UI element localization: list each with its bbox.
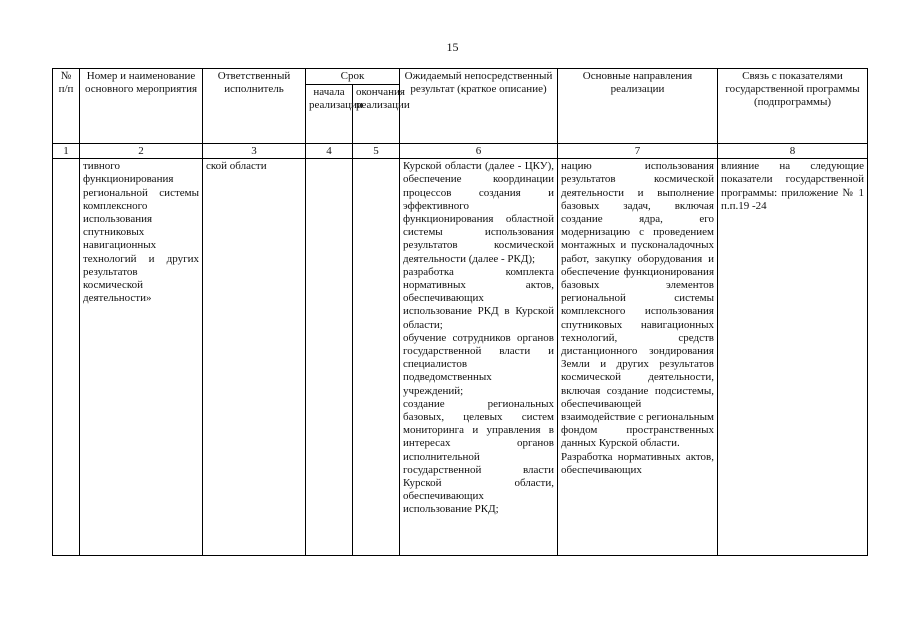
header-start: начала реализации	[306, 85, 353, 144]
page-number: 15	[446, 40, 459, 54]
cell-executor: ской области	[203, 159, 306, 556]
table-row	[53, 159, 868, 556]
cell-number	[53, 159, 80, 556]
column-number-row	[53, 144, 868, 159]
column-number: 1	[53, 144, 80, 159]
cell-result: Курской области (далее - ЦКУ), обеспечение координации процессов создания и эффективного функционирования областной системы использования результатов космической деятельности (далее - РКД); разработка комплекта нормативных актов, обеспечивающих использование РКД в Курской области; обучение сотрудников органов государственной власти и специалистов подведомственных учреждений; создание региональных базовых, целевых систем мониторинга и управления в интересах органов исполнительной государственной власти Курской области, обеспечивающих использование РКД;	[400, 159, 558, 556]
header-term: Срок	[306, 69, 400, 85]
header-end: окончания реализации	[353, 85, 400, 144]
cell-activity: тивного функционирования региональной системы комплексного использования спутниковых навигационных технологий и других результатов космической деятельности»	[80, 159, 203, 556]
cell-end	[353, 159, 400, 556]
column-number: 7	[558, 144, 718, 159]
cell-indicators: влияние на следующие показатели государственной программы: приложение № 1 п.п.19 -24	[718, 159, 868, 556]
header-result: Ожидаемый непосредственный результат (краткое описание)	[400, 69, 558, 144]
header-row-top	[53, 69, 868, 85]
header-indicators: Связь с показателями государственной программы (подпрограммы)	[718, 69, 868, 144]
header-activity: Номер и наименование основного мероприятия	[80, 69, 203, 144]
header-executor: Ответственный исполнитель	[203, 69, 306, 144]
column-number: 8	[718, 144, 868, 159]
activities-table	[52, 68, 868, 556]
header-directions: Основные направления реализации	[558, 69, 718, 144]
header-number: № п/п	[53, 69, 80, 144]
column-number: 6	[400, 144, 558, 159]
column-number: 2	[80, 144, 203, 159]
column-number: 3	[203, 144, 306, 159]
column-number: 5	[353, 144, 400, 159]
column-number: 4	[306, 144, 353, 159]
cell-start	[306, 159, 353, 556]
cell-directions: нацию использования результатов космической деятельности и выполнение базовых задач, включая создание ядра, его модернизацию с проведением монтажных и пусконаладочных работ, закупку оборудования и обеспечение функционирования базовых элементов региональной системы комплексного использования спутниковых навигационных технологий, средств дистанционного зондирования Земли и других результатов космической деятельности, включая создание подсистемы, обеспечивающей взаимодействие с региональным фондом пространственных данных Курской области. Разработка нормативных актов, обеспечивающих	[558, 159, 718, 556]
